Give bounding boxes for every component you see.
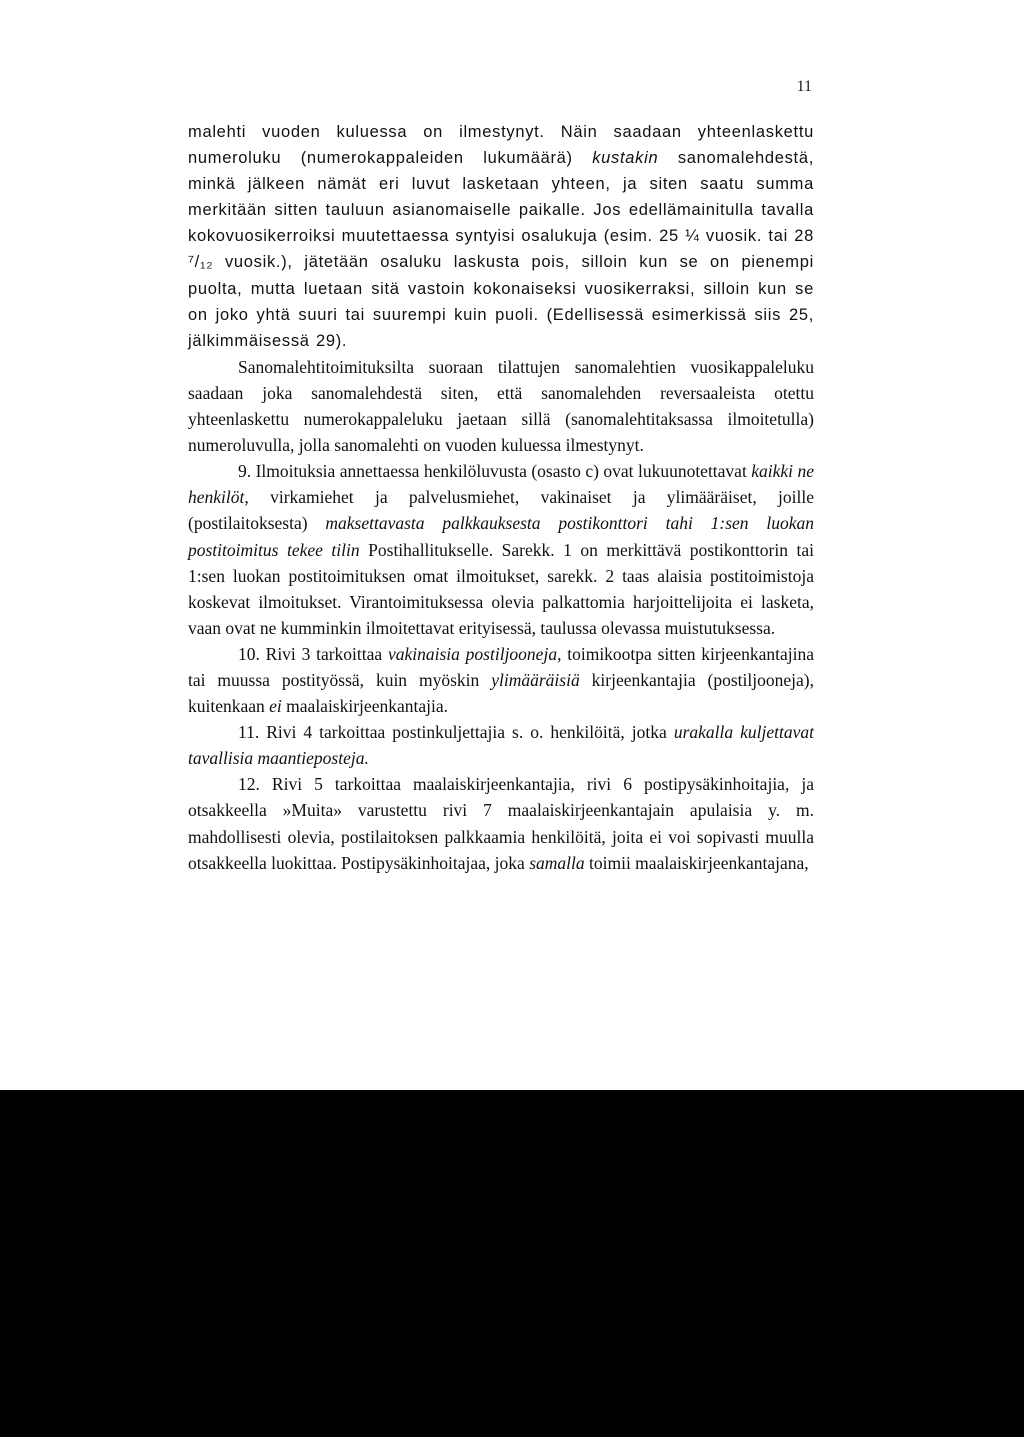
paragraph-9-staff-count: 9. Ilmoituksia annettaessa henkilöluvusta (osasto c) ovat lukuunotettavat kaikki ne henkilöt, virkamiehet ja palvelusmiehet, vakinaiset ja ylimääräiset, joille (postilaitoksesta) maksettavasta palkkauksesta postikonttori tahi 1:sen luokan postitoimitus tekee tilin Postihallitukselle. Sarekk. 1 on merkittävä postikonttorin tai 1:sen luokan postitoimituksen omat ilmoitukset, sarekk. 2 taas alaisia postitoimistoja koskevat ilmoitukset. Virantoimituksessa olevia palkattomia harjoittelijoita ei lasketa, vaan ovat ne kumminkin ilmoitettavat erityisessä, taulussa olevassa muistutuksessa. bbox=[188, 461, 815, 638]
paragraph-direct-subscriptions: Sanomalehtitoimituksilta suoraan tilattujen sanomalehtien vuosikappaleluku saadaan joka sanomalehdestä siten, että sanomalehden reversaaleista otettu yhteenlaskettu numerokappaleluku jaetaan sillä (sanomalehtitaksassa ilmoitetulla) numeroluvulla, jolla sanomalehti on vuoden kuluessa ilmestynyt. bbox=[188, 356, 814, 456]
page-number: 11 bbox=[796, 78, 812, 95]
paragraph-11-row-4: 11. Rivi 4 tarkoittaa postinkuljettajia s. o. henkilöitä, jotka urakalla kuljettavat tavallisia maantieposteja. bbox=[188, 722, 814, 769]
body-text bbox=[188, 119, 814, 876]
paragraph-10-row-3: 10. Rivi 3 tarkoittaa vakinaisia postiljooneja, toimikootpa sitten kirjeenkantajina tai muussa postityössä, kuin myöskin ylimääräisiä kirjeenkantajia (postiljooneja), kuitenkaan ei maalaiskirjeenkantajia. bbox=[188, 643, 815, 717]
paragraph-year-count: malehti vuoden kuluessa on ilmestynyt. Näin saadaan yhteenlaskettu numeroluku (numerokappaleiden lukumäärä) kustakin sanomalehdestä, minkä jälkeen nämät eri luvut lasketaan yhteen, ja siten saatu summa merkitään sitten tauluun asianomaiselle paikalle. Jos edellämainitulla tavalla kokovuosikerroiksi muutettaessa syntyisi osalukuja (esim. 25 ¼ vuosik. tai 28 ⁷/₁₂ vuosik.), jätetään osaluku laskusta pois, silloin kun se on pienempi puolta, mutta luetaan sitä vastoin kokonaiseksi vuosikerraksi, silloin kun se on joko yhtä suuri tai suurempi kuin puoli. (Edellisessä esimerkissä siis 25, jälkimmäisessä 29). bbox=[188, 123, 815, 350]
paragraph-12-row-5: 12. Rivi 5 tarkoittaa maalaiskirjeenkantajia, rivi 6 postipysäkinhoitajia, ja otsakkeella »Muita» varustettu rivi 7 maalaiskirjeenkantajain apulaisia y. m. mahdollisesti olevia, postilaitoksen palkkaamia henkilöitä, joita ei voi sopivasti muulla otsakkeella luokittaa. Postipysäkinhoitajaa, joka samalla toimii maalaiskirjeenkantajana, bbox=[188, 774, 814, 873]
